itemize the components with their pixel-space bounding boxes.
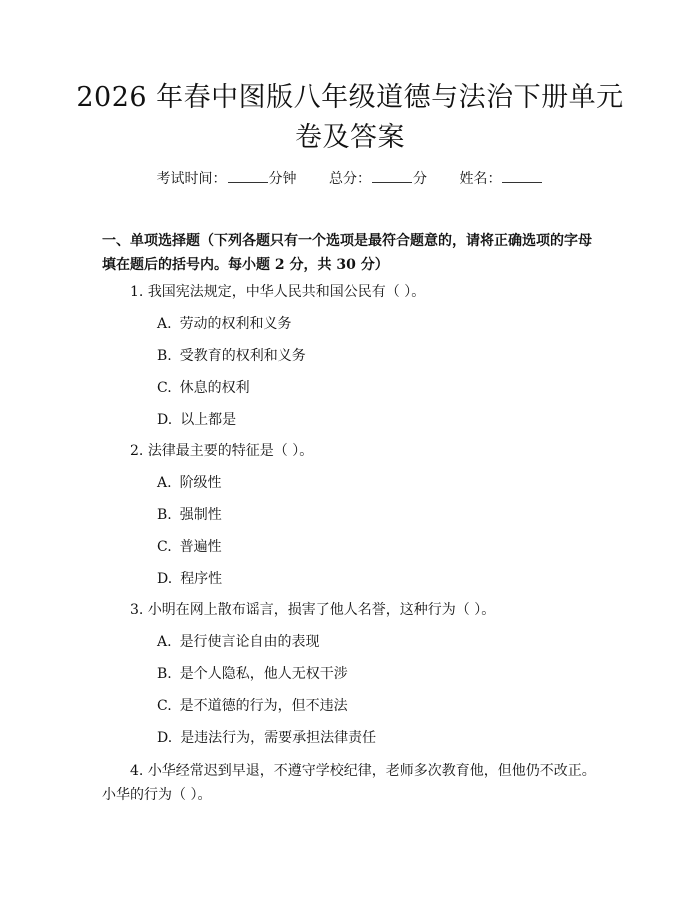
title-line-1: 2026 年春中图版八年级道德与法治下册单元 <box>76 82 624 113</box>
question-3-option-b <box>157 664 577 684</box>
question-3-option-d <box>157 728 577 748</box>
exam-time-unit: 分钟 <box>268 171 297 187</box>
total-score-unit: 分 <box>413 171 427 187</box>
question-number: 4. <box>130 763 144 779</box>
question-2-stem <box>130 441 590 461</box>
exam-time-blank <box>228 168 268 183</box>
question-2-option-c <box>157 537 577 557</box>
question-4-stem <box>102 759 602 807</box>
total-score-blank <box>372 168 412 183</box>
question-1-option-b <box>157 346 577 366</box>
question-1-option-c <box>157 378 577 398</box>
option-label: C. <box>157 539 172 555</box>
option-text: 是违法行为，需要承担法律责任 <box>180 730 377 746</box>
option-text: 强制性 <box>179 507 222 523</box>
student-name-label: 姓名： <box>459 171 502 187</box>
option-label: A. <box>157 475 172 491</box>
question-2-option-a <box>157 473 577 493</box>
option-text: 程序性 <box>180 571 223 587</box>
question-3-option-a <box>157 632 577 652</box>
option-text: 普遍性 <box>179 539 222 555</box>
option-text: 是不道德的行为，但不违法 <box>179 698 348 714</box>
title-line-2: 卷及答案 <box>295 122 405 153</box>
option-label: B. <box>157 666 172 682</box>
option-label: A. <box>157 316 172 332</box>
student-name-blank <box>502 168 542 183</box>
question-2-option-d <box>157 569 577 589</box>
question-number: 1. <box>130 284 144 300</box>
option-text: 休息的权利 <box>179 380 250 396</box>
question-text: 我国宪法规定，中华人民共和国公民有（ ）。 <box>147 284 426 300</box>
question-number: 3. <box>130 602 144 618</box>
option-label: C. <box>157 698 172 714</box>
option-text: 是个人隐私，他人无权干涉 <box>179 666 348 682</box>
option-text: 以上都是 <box>180 412 237 428</box>
option-text: 受教育的权利和义务 <box>179 348 306 364</box>
total-score-label: 总分： <box>329 171 371 187</box>
student-name <box>459 171 543 187</box>
option-text: 是行使言论自由的表现 <box>179 634 320 650</box>
option-label: D. <box>157 412 173 428</box>
exam-info <box>0 168 700 189</box>
total-score <box>329 171 427 187</box>
option-label: B. <box>157 507 172 523</box>
option-label: B. <box>157 348 172 364</box>
question-3-option-c <box>157 696 577 716</box>
page-title <box>0 78 700 158</box>
question-1-option-a <box>157 314 577 334</box>
option-text: 劳动的权利和义务 <box>179 316 292 332</box>
exam-time <box>157 171 297 187</box>
question-2-option-b <box>157 505 577 525</box>
option-label: C. <box>157 380 172 396</box>
question-number: 2. <box>130 443 144 459</box>
option-label: A. <box>157 634 172 650</box>
question-text: 法律最主要的特征是（ ）。 <box>147 443 314 459</box>
option-text: 阶级性 <box>179 475 222 491</box>
option-label: D. <box>157 571 173 587</box>
question-text: 小华经常迟到早退，不遵守学校纪律，老师多次教育他，但他仍不改正。小华的行为（ ）。 <box>102 763 596 803</box>
question-3-stem <box>130 600 590 620</box>
question-1-stem <box>130 282 590 302</box>
exam-time-label: 考试时间： <box>156 171 227 187</box>
question-text: 小明在网上散布谣言，损害了他人名誉，这种行为（ ）。 <box>147 602 496 618</box>
option-label: D. <box>157 730 173 746</box>
section-title: 一、单项选择题（下列各题只有一个选项是最符合题意的，请将正确选项的字母填在题后的括号内。每小题 2 分，共 30 分） <box>102 233 592 273</box>
question-1-option-d <box>157 410 577 430</box>
